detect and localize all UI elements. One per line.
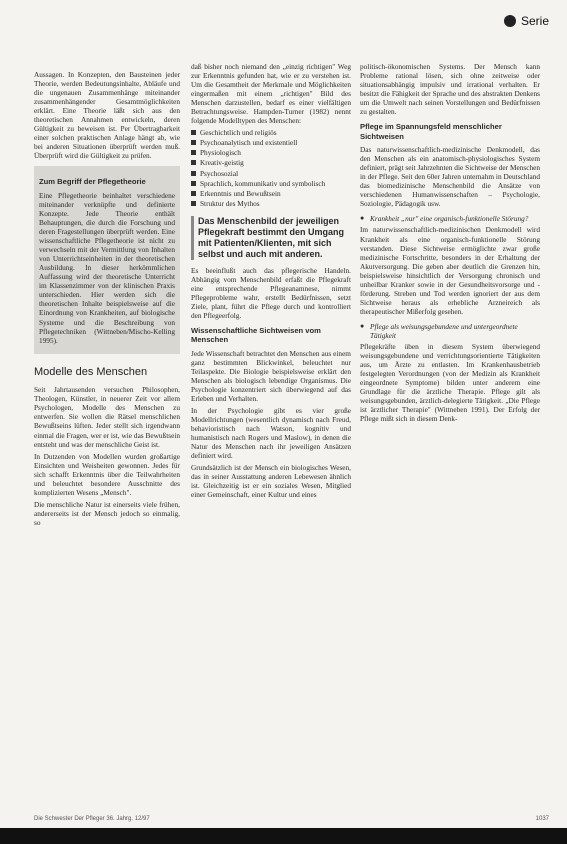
bullet-heading: ● Pflege als weisungsgebundene und untergeordnete Tätigkeit (360, 322, 540, 340)
column-3 (360, 62, 540, 426)
model-list (191, 128, 351, 207)
paragraph: Pflegekräfte üben in diesem System überwiegend weisungsgebundene und verrichtungsorientierte Tätigkeiten aus, um Ärzte zu entlasten. Im Krankenhausbetrieb festgelegten Verordnungen (von der Medizin als Krankheit eingeordnete Symptome) bilden unter anderem eine Grundlage für die ärztliche Therapie. Pflege gilt als weisungsgebunden, ärztlich-delegierte Tätigkeit. „Die Pflege ist ärztlicher Therapie" (Wittneben 1991). Der Erfolg der Pflege mißt sich in diesem Denk- (360, 342, 540, 424)
journal-citation: Die Schwester Der Pfleger 36. Jahrg. 12/97 (34, 816, 150, 822)
box-text: Eine Pflegetheorie beinhaltet verschiedene miteinander verknüpfte und definierte Konzepte. Jede Theorie enthält Behauptungen, die durch die Forschung und deren Fragestellungen überprüft werden. Eine wissenschaftliche Pflegetheorie ist nicht zu verwechseln mit der Vermittlung von Inhalten von Unterrichtseinheiten in der theoretischen Ausbildung. In dieser herkömmlichen Auffassung wird der theoretische Unterricht im Klassenzimmer von der klinischen Praxis unterschieden. Hier werden sich die theoretischen Inhalte beispielsweise auf die Einordnung von Krankheiten, auf biologische Systeme und die Beschreibung von Pflegetechniken (Wittneben/Mischo-Kelling 1995). (39, 190, 175, 345)
paragraph: In der Psychologie gibt es vier große Modellrichtungen (wesentlich dynamisch nach Freud, behavioristisch nach Watson, kognitiv und humanistisch nach Rogers und Maslow), in denen die Natur des Menschen nach ihr jeweiligen Ansätzen definiert wird. (191, 405, 351, 461)
list-item: Psychoanalytisch und existentiell (191, 138, 351, 147)
paragraph: Es beeinflußt auch das pflegerische Handeln. Abhängig vom Menschenbild erfaßt die Pflegekraft eine entsprechende Pflegeanamnese, nimmt Pflegeprobleme wahr, erstellt Bedürfnissen, setzt Ziele, plant, führt die Pflege durch und kontrolliert den Pflegeerfolg. (191, 265, 351, 320)
list-item: Struktur des Mythos (191, 199, 351, 208)
series-header (504, 14, 549, 28)
list-item: Kreativ-geistig (191, 158, 351, 167)
paragraph: Jede Wissenschaft betrachtet den Menschen aus einem ganz bestimmten Blickwinkel, beleuchtet nur Teilaspekte. Die Biologie beispielsweise erklärt den Menschen als biologisch lebendige Organismus. Die Psychologie konzentriert sich überwiegend auf das Erleben und Verhalten. (191, 348, 351, 403)
box-title: Zum Begriff der Pflegetheorie (39, 177, 146, 187)
paragraph: Das naturwissenschaftlich-medizinische Denkmodell, das den Menschen als ein anatomisch-physiologisches System definiert, prägt seit Jahrzehnten die Sichtweise der Menschen in der Pflege. Seit den 60er Jahren unternahm in Deutschland das biomedizinische Menschenbild die Ansätze von verschiedenen Humanwissenschaften – Psychologie, Soziologie, Pädagogik usw. (360, 145, 540, 209)
list-item: Psychosozial (191, 169, 351, 178)
column-1 (34, 70, 180, 530)
paragraph: Aussagen. In Konzepten, den Bausteinen jeder Theorie, werden Bedeutungsinhalte, Abläufe und die ungenauen Zusammenhänge miteinander zusammenhängender Gesamtmöglichkeiten erklärt. Eine Theorie läßt sich aus den theoretischen Annahmen entwickeln, deren Gültigkeit zu beweisen ist. Per Übertragbarkeit einer solchen praktischen Anlage hängt ab, wie bei anderen Situationen überprüft werden muß. Überprüft wird die Gültigkeit zu prüfen. (34, 70, 180, 161)
list-item: Physiologisch (191, 148, 351, 157)
series-label: Serie (520, 14, 549, 28)
subheading: Wissenschaftliche Sichtweisen vom Menschen (191, 325, 321, 345)
subheading: Pflege im Spannungsfeld menschlicher Sichtweisen (360, 122, 502, 141)
paragraph: daß bisher noch niemand den „einzig richtigen" Weg zur Erkenntnis gefunden hat, wie er zu verstehen ist. Um die Gesamtheit der Merkmale und Möglichkeiten eingermaßen mit einem „richtigen" Bild des Menschen darzustellen, bedarf es einer vielfältigen Betrachtungsweise. Hampden-Turner (1982) nennt folgende Modelltypen des Menschen: (191, 62, 351, 126)
series-bullet-icon (504, 15, 516, 27)
page-number: 1037 (535, 816, 549, 822)
list-item: Sprachlich, kommunikativ und symbolisch (191, 179, 351, 188)
paragraph: politisch-ökonomischen Systems. Der Mensch kann Probleme rational lösen, sich ohne zeitweise oder situationsabhängig impulsiv und irrational verhalten. Er besitzt die Fähigkeit der Sprache und des abstrakten Denkens um die Umwelt nach seinen Vorstellungen und Bedürfnissen zu gestalten. (360, 62, 540, 117)
list-item: Geschichtlich und religiös (191, 128, 351, 137)
definition-box (34, 166, 180, 353)
paragraph: Im naturwissenschaftlich-medizinischen Denkmodell wird Krankheit als eine organisch-funktionelle Störung verstanden. Diese Sichtweise ermöglichte zwar große medizinische Fortschritte, besonders in der Erhaltung der Akutversorgung. Die geben aber deutlich die Grenzen hin, beispielsweise hinsichtlich der Versorgung chronisch und unheilbar Kranker sowie in der Gesundheitsvorsorge und -förderung. Streben und Tod werden ignoriert der aus dem Sichtweise heraus als erhebliche Arzneireich als therapeutischer Mißerfolg gesehen. (360, 225, 540, 316)
paragraph: Grundsätzlich ist der Mensch ein biologisches Wesen, das in seiner Ausstattung anderen Lebewesen ähnlich ist. Gleichzeitig ist er ein soziales Wesen, Mitglied einer Gemeinschaft, einer Kultur und eines (191, 463, 351, 500)
pull-quote: Das Menschenbild der jeweiligen Pflegekraft bestimmt den Umgang mit Patienten/Klienten, mit sich selbst und auch mit anderen. (191, 216, 351, 260)
column-2 (191, 62, 351, 502)
bullet-heading: ● Krankheit „nur" eine organisch-funktionelle Störung? (360, 214, 540, 223)
section-title: Modelle des Menschen (34, 365, 148, 378)
list-item: Erkenntnis und Bewußtsein (191, 189, 351, 198)
paragraph: In Dutzenden von Modellen wurden großartige Einsichten und Weisheiten gewonnen. Jedes für sich schafft Erkenntnis über die Teilwahrheiten und beleuchtet besondere Ausschnitte des komplizierten Wesens „Mensch". (34, 451, 180, 497)
paragraph: Seit Jahrtausenden versuchen Philosophen, Theologen, Künstler, in neuerer Zeit vor allem Psychologen, Modelle des Menschen zu entwerfen. Sie wollen die Rätsel menschlichen Bewußtseins lüften. Jeder stellt sich irgendwann einmal die Fragen, wer er ist, wie das Bewußtsein entsteht und was der menschliche Geist ist. (34, 385, 180, 449)
bottom-bar (0, 828, 567, 844)
page-footer (34, 816, 549, 822)
paragraph: Die menschliche Natur ist einerseits viele frühen, andererseits ist der Mensch jedoch so einmalig, so (34, 499, 180, 527)
